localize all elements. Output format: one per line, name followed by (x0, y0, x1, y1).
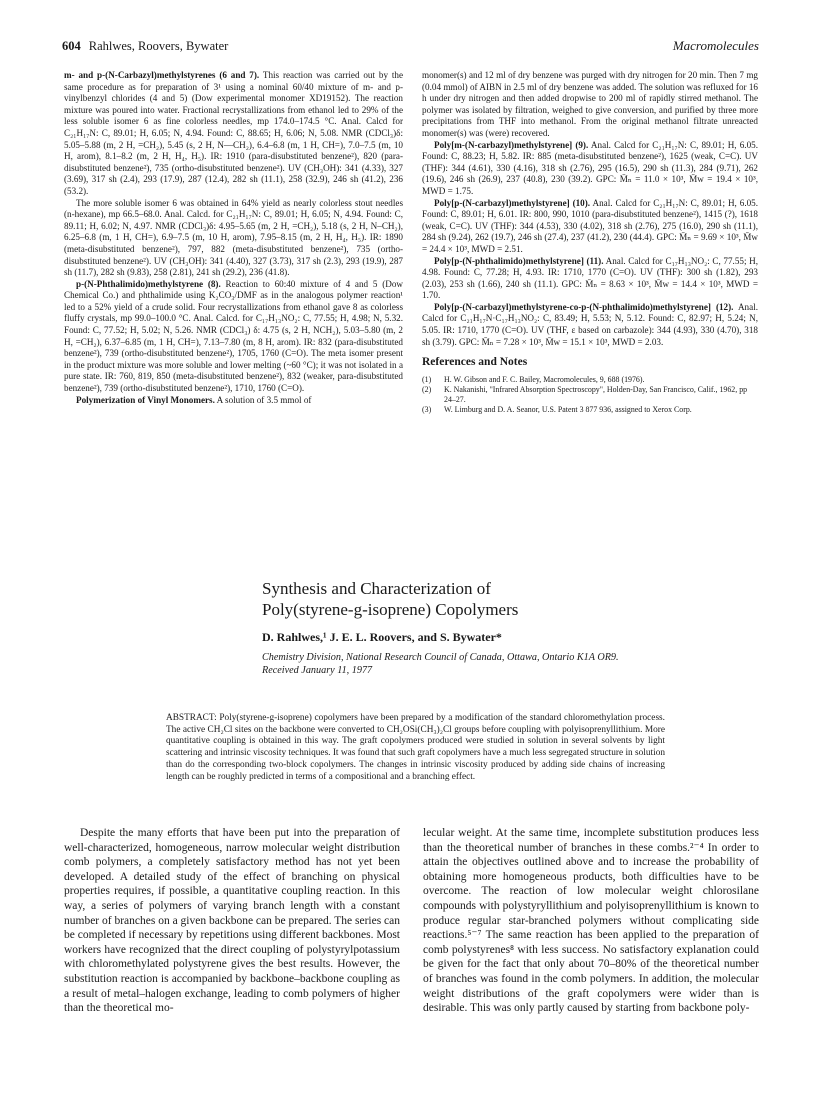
journal-name: Macromolecules (672, 38, 759, 53)
paragraph-polymer-10 (422, 198, 758, 256)
references-heading: References and Notes (422, 356, 528, 369)
paragraph-polymer-11 (422, 256, 758, 302)
paragraph-heading: Polymerization of Vinyl Monomers. (76, 394, 215, 405)
paragraph-polymerization (64, 395, 403, 407)
references-list (422, 375, 758, 415)
paragraph-text: This reaction was carried out by the same procedure as for preparation of 3¹ using a nominal 60/40 mixture of m- and p-vinylbenzyl chlorides (4 and 5) (Dow experimental monomer XD19152). The reaction mixture was poured into water. Fractional recrystallizations from ethanol led to 29% of the less soluble isomer 6 as fine colorless needles, mp 174.0–174.5 °C. Anal. Calcd for C₂₁H₁₇N: C, 89.01; H, 6.05; N, 4.94. Found: C, 88.65; H, 6.06; N, 5.08. NMR (CDCl₃)δ: 5.05–5.88 (m, 2 H, =CH₂), 5.45 (s, 2 H, N—CH₂), 6.4–6.8 (m, 1 H, CH=), 7.0–7.5 (m, 10 H, arom), 8.1–8.2 (m, 2 H, H₄, H₅). IR: 1910 (para-disubstituted benzene²), 820 (para-disubstituted benzene²), 735 (ortho-disubstituted benzene²). UV (CH₃OH): 341 (4.33), 327 (3.69), 317 sh (2.4), 293 (17.9), 287 (12.4), 282 sh (11.1), 258 (32.9), 246 sh (41.2), 236 (53.2). (64, 70, 403, 196)
experimental-left-column (64, 70, 403, 406)
reference-item (422, 385, 758, 404)
paragraph-text: Reaction to 60:40 mixture of 4 and 5 (Dow Chemical Co.) and phthalimide using K₂CO₃/DMF as in the analogous polymer reaction¹ led to a 52% yield of a crude solid. Four recrystallizations from ethanol gave 8 as colorless fluffy crystals, mp 99.0–100.0 °C. Anal. Calcd. for C₁₇H₁₃NO₂: C, 77.55; H, 4.98; N, 5.32. Found: C, 77.52; H, 5.02; N, 5.26. NMR (CDCl₃) δ: 4.75 (s, 2 H, NCH₂), 5.03–5.80 (m, 2 H, =CH₂), 6.37–6.85 (m, 1 H, CH=), 7.13–7.80 (m, 8 H, arom). IR: 832 (para-disubstituted benzene²), 739 (ortho-disubstituted benzene²), 1705, 1760 (C=O). The meta isomer present in the product mixture was more soluble and lower melting (~60 °C); it was not isolated in a pure state. IR: 760, 819, 850 (meta-disubstituted benzene²), 832 (weaker, para-disubstituted benzene²), 739 (ortho-disubstituted benzene²), 1710, 1760 (C=O). (64, 278, 403, 394)
reference-text: H. W. Gibson and F. C. Bailey, Macromolecules, 9, 688 (1976). (444, 374, 645, 384)
paragraph-polymer-12 (422, 302, 758, 348)
paragraph-text: Anal. Calcd for C₂₁H₁₇N: C, 89.01; H, 6.05. Found: C, 89.01; H, 6.01. IR: 800, 990, 1010 (para-disubstituted benzene²), 1415 (?), 1618 (weak, C=C). UV (THF): 344 (4.53), 330 (4.02), 318 sh (2.76), 275 (16.0), 290 sh (11.1), 284 sh (9.24), 262 (19.7), 246 sh (27.4), 237 (41.2), 230 (44.4). GPC: M̄ₙ = 9.69 × 10³, M̄w = 24.4 × 10³, MWD = 2.51. (422, 197, 759, 254)
experimental-right-column (422, 70, 758, 416)
paragraph-text: Anal. Calcd for C₂₁H₁₇N·C₁₇H₁₃NO₂: C, 83.49; H, 5.53; N, 5.12. Found: C, 82.97; H, 5.24; N, 5.05. IR: 1710, 1770 (C=O). UV (THF, ε based on carbazole): 344 (4.93), 330 (4.70), 318 sh (3.79). GPC: M̄ₙ = 7.28 × 10³, M̄w = 15.1 × 10³, MWD = 2.03. (422, 301, 758, 347)
reference-item (422, 405, 758, 415)
paragraph-heading: Poly[m-(N-carbazyl)methylstyrene] (9). (434, 139, 589, 150)
body-right-column (423, 826, 759, 1016)
paragraph-soluble-isomer: The more soluble isomer 6 was obtained in 64% yield as nearly colorless stout needles (n-hexane), mp 66.5–68.0. Anal. Calcd. for C₂₁H₁₇N: C, 89.01; H, 6.05; N, 4.94. Found: C, 89.11; H, 6.02; N, 4.97. NMR (CDCl₃)δ: 4.95–5.65 (m, 2 H, =CH₂), 5.18 (s, 2 H, N–CH₂), 6.25–6.8 (m, 1 H, CH=), 6.9–7.5 (m, 10 H, arom), 7.95–8.15 (m, 2 H, H₄, H₅). IR: 1890 (meta-disubstituted benzene²), 797, 882 (meta-disubstituted benzene²), 735 (ortho-disubstituted benzene²). UV (CH₃OH): 341 (4.40), 327 (3.73), 317 sh (2.3), 293 (19.9), 287 sh (11.7), 282 sh (9.83), 258 (2.81), 241 sh (29.2), 236 (41.8). (64, 197, 403, 278)
reference-number: (2) (422, 385, 432, 395)
paragraph-heading: m- and p-(N-Carbazyl)methylstyrenes (6 and 7). (64, 70, 260, 80)
paragraph-text: A solution of 3.5 mmol of (214, 394, 312, 405)
paragraph-heading: Poly[p-(N-carbazyl)methylstyrene-co-p-(N-phthalimido)methylstyrene] (12). (434, 301, 734, 312)
running-head (62, 38, 759, 56)
reference-number: (1) (422, 374, 432, 384)
page-number: 604 (62, 39, 81, 53)
paragraph-heading: Poly[p-(N-carbazyl)methylstyrene] (10). (434, 197, 591, 208)
article-authors: D. Rahlwes,¹ J. E. L. Roovers, and S. Bywater* (262, 630, 502, 644)
article-title-line: Synthesis and Characterization of (262, 579, 491, 598)
paragraph-polymer-9 (422, 140, 758, 198)
affiliation: Chemistry Division, National Research Council of Canada, Ottawa, Ontario K1A OR9. (262, 652, 619, 663)
paragraph-heading: p-(N-Phthalimido)methylstyrene (8). (76, 278, 221, 289)
received-date: Received January 11, 1977 (262, 664, 373, 676)
reference-text: W. Limburg and D. A. Seanor, U.S. Patent 3 877 936, assigned to Xerox Corp. (444, 405, 692, 415)
paragraph-text: Anal. Calcd for C₁₇H₁₃NO₂: C, 77.55; H, 4.98. Found: C, 77.28; H, 4.93. IR: 1710, 1770 (C=O). UV (THF): 300 sh (1.82), 293 (2.03), 253 sh (1.66), 240 sh (11.1). GPC: M̄ₙ = 8.63 × 10³, M̄w = 14.4 × 10³, MWD = 1.70. (422, 255, 758, 301)
paragraph-carbazylmethylstyrenes (64, 70, 403, 198)
article-title (262, 578, 722, 620)
reference-number: (3) (422, 405, 432, 415)
paragraph-polymerization-cont: monomer(s) and 12 ml of dry benzene was purged with dry nitrogen for 20 min. Then 7 mg (0.04 mmol) of AIBN in 2.5 ml of dry benzene was added. The solution was refluxed for 16 h under dry nitrogen and then added dropwise to 200 ml of rapidly stirred methanol. The polymer was isolated by filtration, weighed to give conversion, and purified by three more precipitations from THF into methanol. From the original methanol filtrate unreacted monomer(s) was (were) recovered. (422, 70, 758, 138)
body-paragraph: Despite the many efforts that have been put into the preparation of well-characterized, homogeneous, narrow molecular weight distribution comb polymers, a completely satisfactory method has not yet been developed. A detailed study of the effect of branching on physical properties requires, if possible, a quantitative coupling reaction. In this way, a series of polymers of varying branch length with a constant number of branches on a given backbone can be prepared. The series can be completed if necessary by repetitions using different backbones. Most workers have recognized that the direct coupling of polystyrylpotassium with chloromethylated polystyrene gives the best results. However, the substitution reaction is accompanied by backbone–backbone coupling as a result of metal–halogen exchange, leading to comb polymers of higher than the theoretical mo- (64, 827, 401, 1015)
running-head-authors: Rahlwes, Roovers, Bywater (88, 39, 229, 53)
reference-item (422, 375, 758, 385)
author-affiliation-block (262, 652, 752, 677)
reference-text: K. Nakanishi, "Infrared Absorption Spectroscopy", Holden-Day, San Francisco, Calif., 1962, pp 24–27. (444, 385, 748, 404)
body-paragraph: lecular weight. At the same time, incomplete substitution produces less than the theoretical number of branches in these combs.²⁻⁴ In order to attain the objectives outlined above and to increase the probability of obtaining more homogeneous products, both difficulties have to be overcome. The reaction of low molecular weight chlorosilane compounds with polystyryllithium and polyisoprenyllithium is known to produce regular star-branched polymers without complicating side reactions.⁵⁻⁷ The same reaction has been applied to the preparation of comb polystyrenes⁸ with less success. No satisfactory explanation could be given for the fact that only about 70–80% of the theoretical number of branches was found in the comb polymers. In addition, the molecular weight distributions of the graft copolymers were wider than is desirable. This was only partly caused by starting from backbone poly- (423, 827, 759, 1015)
body-left-column (64, 826, 400, 1016)
abstract: ABSTRACT: Poly(styrene-g-isoprene) copolymers have been prepared by a modification of the standard chloromethylation process. The active CH₂Cl sites on the backbone were converted to CH₂OSi(CH₃)₂Cl groups before coupling with polyisoprenyllithium. More quantitative coupling is obtained in this way. The graft copolymers produced were studied in solution in several solvents by light scattering and intrinsic viscosity techniques. It was found that such graft copolymers have a much less segregated structure in solution than do the corresponding two-block copolymers. The changes in intrinsic viscosity produced by adding side chains of increasing length can be roughly predicted in terms of a compositional and a branching effect. (166, 713, 665, 782)
article-title-line: Poly(styrene-g-isoprene) Copolymers (262, 600, 519, 619)
paragraph-heading: Poly[p-(N-phthalimido)methylstyrene] (11). (434, 255, 604, 266)
paragraph-text: Anal. Calcd for C₂₁H₁₇N: C, 89.01; H, 6.05. Found: C, 88.23; H, 5.82. IR: 885 (meta-disubstituted benzene²), 1625 (weak, C=C). UV (THF): 344 (4.61), 330 (4.16), 318 sh (2.76), 295 (16.5), 290 sh (11.3), 284 (9.71), 262 (19.6), 246 sh (26.9), 237 (40.8), 230 (39.2). GPC: M̄ₙ = 11.0 × 10³, M̄w = 19.4 × 10³, MWD = 1.75. (422, 139, 758, 196)
paragraph-phthalimidomethylstyrene (64, 279, 403, 395)
